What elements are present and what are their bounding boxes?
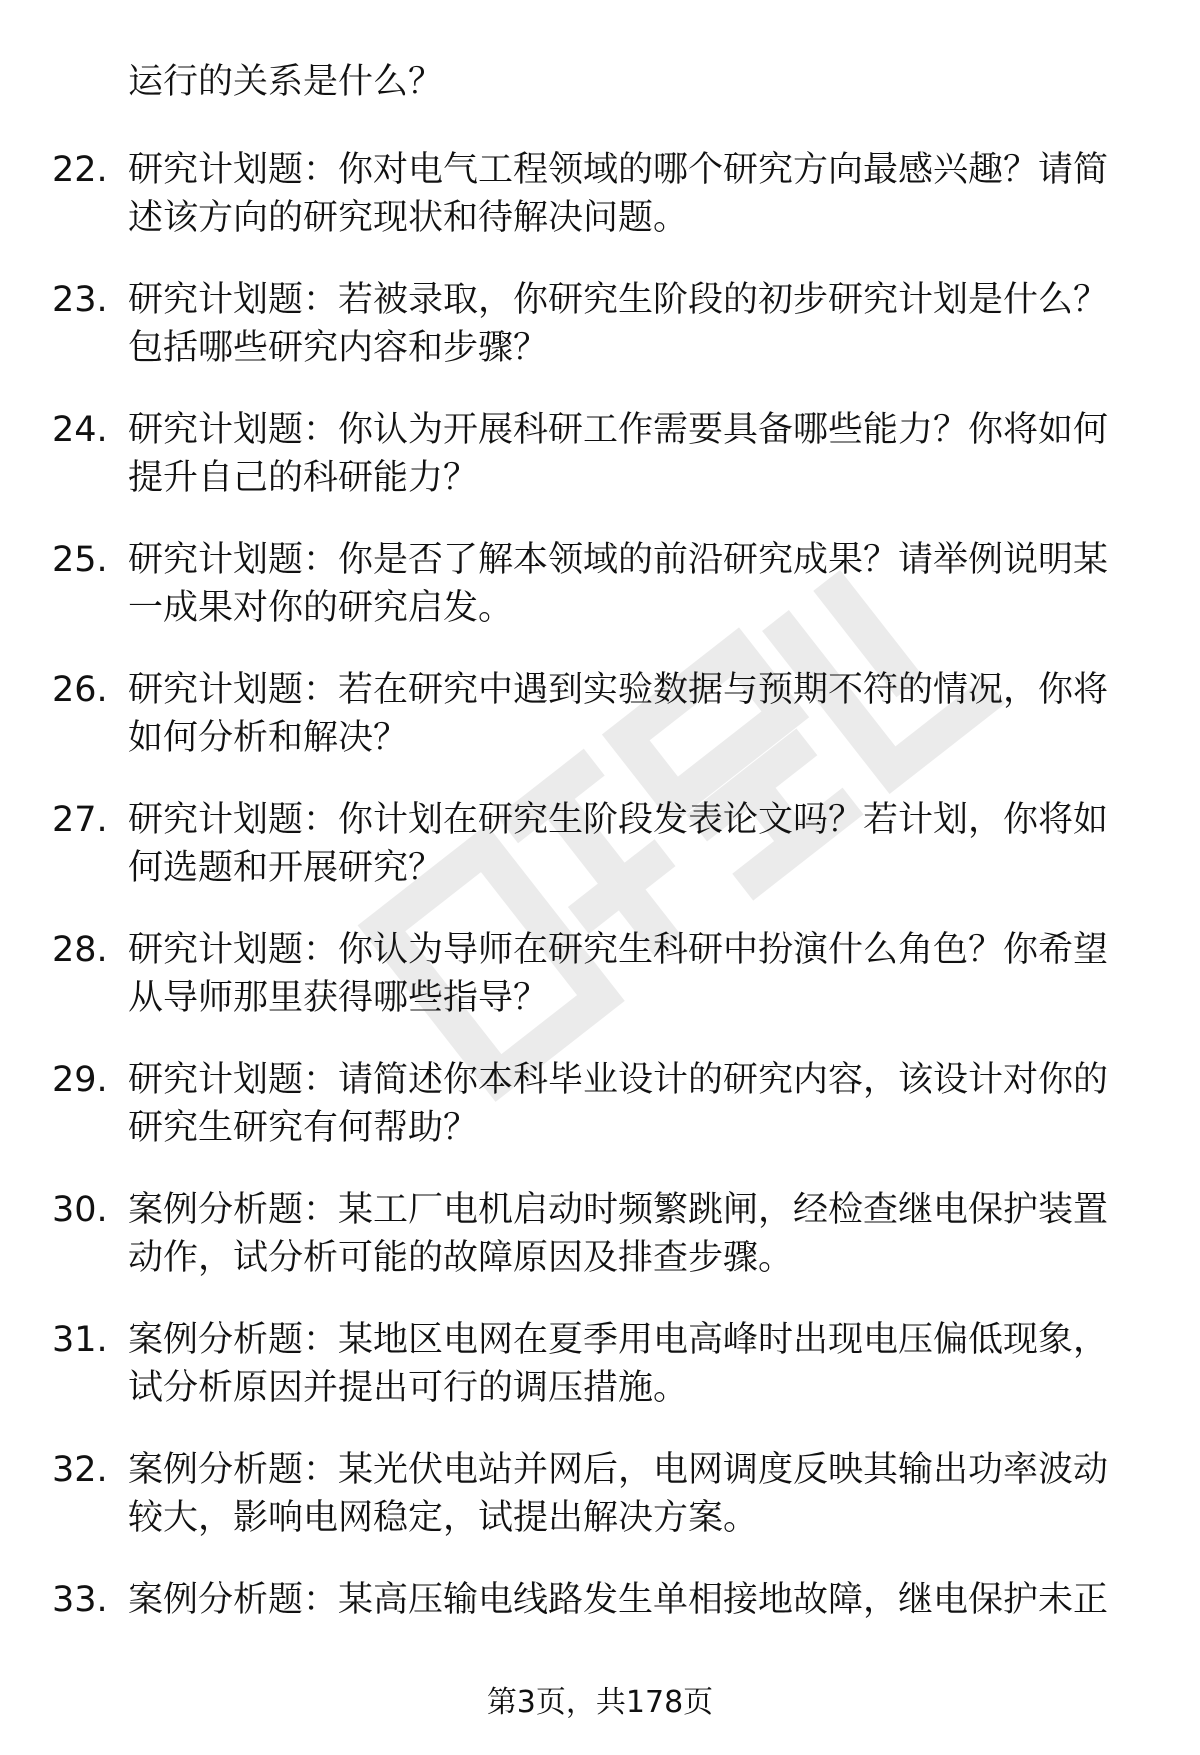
- question-number: 22.: [52, 150, 108, 190]
- question-item: [0, 662, 1200, 792]
- question-number: 24.: [52, 410, 108, 450]
- question-item: [0, 922, 1200, 1052]
- question-text: 研究计划题：你是否了解本领域的前沿研究成果？请举例说明某一成果对你的研究启发。: [128, 540, 1109, 628]
- question-text: 案例分析题：某高压输电线路发生单相接地故障，继电保护未正: [128, 1580, 1109, 1620]
- question-number: 30.: [52, 1190, 108, 1230]
- question-item: [0, 1442, 1200, 1572]
- question-number: 33.: [52, 1580, 108, 1620]
- question-number: 27.: [52, 800, 108, 840]
- question-number: 23.: [52, 280, 108, 320]
- question-item: [0, 1312, 1200, 1442]
- question-number: 32.: [52, 1450, 108, 1490]
- question-item: [0, 142, 1200, 272]
- previous-question-continuation: 运行的关系是什么？: [128, 62, 444, 102]
- question-number: 28.: [52, 930, 108, 970]
- question-item: [0, 1182, 1200, 1312]
- question-item: [0, 532, 1200, 662]
- question-item: [0, 272, 1200, 402]
- question-list: [0, 142, 1200, 1702]
- question-text: 研究计划题：请简述你本科毕业设计的研究内容，该设计对你的研究生研究有何帮助？: [128, 1060, 1109, 1148]
- question-number: 25.: [52, 540, 108, 580]
- question-text: 研究计划题：你计划在研究生阶段发表论文吗？若计划，你将如何选题和开展研究？: [128, 800, 1109, 888]
- question-number: 26.: [52, 670, 108, 710]
- question-text: 研究计划题：你认为开展科研工作需要具备哪些能力？你将如何提升自己的科研能力？: [128, 410, 1109, 498]
- question-text: 研究计划题：若被录取，你研究生阶段的初步研究计划是什么？包括哪些研究内容和步骤？: [128, 280, 1109, 368]
- question-text: 案例分析题：某工厂电机启动时频繁跳闸，经检查继电保护装置动作，试分析可能的故障原因及排查步骤。: [128, 1190, 1109, 1278]
- question-text: 研究计划题：你对电气工程领域的哪个研究方向最感兴趣？请简述该方向的研究现状和待解决问题。: [128, 150, 1109, 238]
- question-number: 31.: [52, 1320, 108, 1360]
- question-text: 研究计划题：你认为导师在研究生科研中扮演什么角色？你希望从导师那里获得哪些指导？: [128, 930, 1109, 1018]
- question-item: [0, 792, 1200, 922]
- question-text: 研究计划题：若在研究中遇到实验数据与预期不符的情况，你将如何分析和解决？: [128, 670, 1109, 758]
- question-item: [0, 1052, 1200, 1182]
- question-text: 案例分析题：某光伏电站并网后，电网调度反映其输出功率波动较大，影响电网稳定，试提出解决方案。: [128, 1450, 1109, 1538]
- question-number: 29.: [52, 1060, 108, 1100]
- question-item: [0, 402, 1200, 532]
- question-text: 案例分析题：某地区电网在夏季用电高峰时出现电压偏低现象，试分析原因并提出可行的调压措施。: [128, 1320, 1109, 1408]
- page-number-footer: 第3页，共178页: [486, 1685, 714, 1720]
